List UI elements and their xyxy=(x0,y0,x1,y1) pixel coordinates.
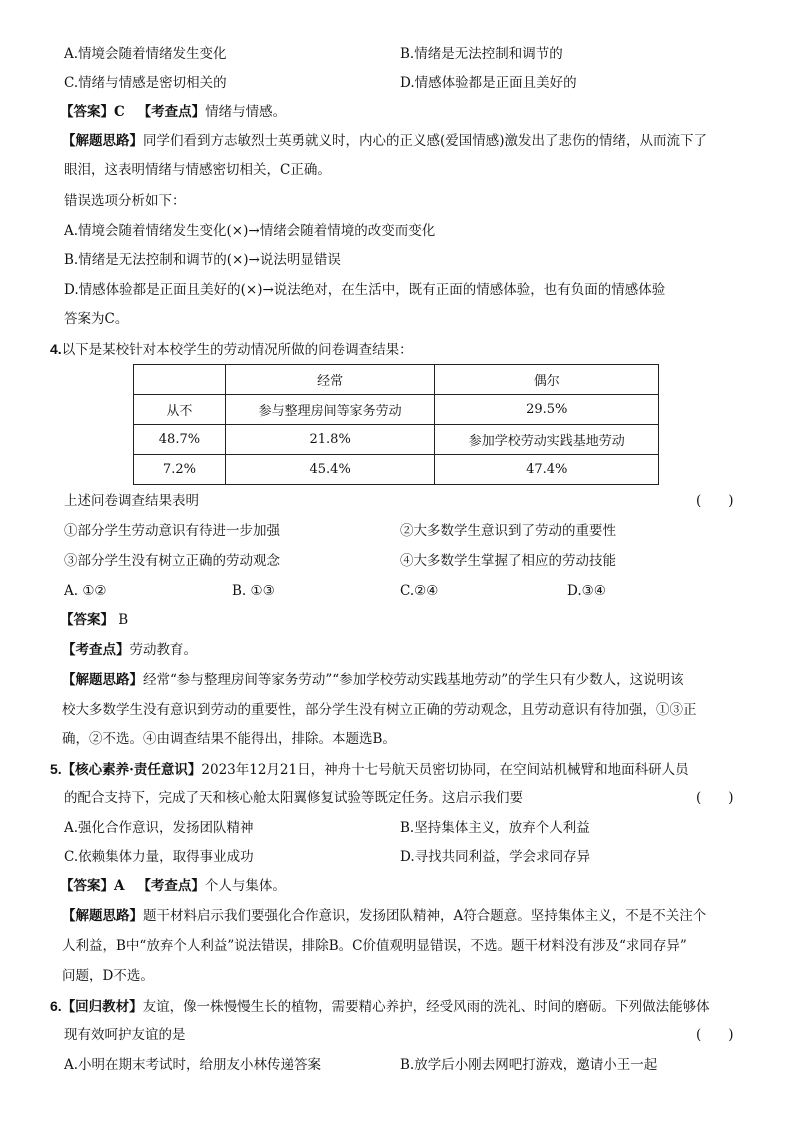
q3-analysis-line2: 眼泪，这表明情绪与情感密切相关，C正确。 xyxy=(64,162,331,178)
analysis-text: 经常“参与整理房间等家务劳动”“参加学校劳动实践基地劳动”的学生只有少数人，这说明该 xyxy=(143,672,684,688)
analysis-label: 【解题思路】 xyxy=(62,672,143,688)
analysis-label: 【解题思路】 xyxy=(62,908,143,924)
q6-stem-line2: 现有效呵护友谊的是 xyxy=(64,1027,186,1043)
q3-final: 答案为C。 xyxy=(64,311,129,327)
q3-error-title: 错误选项分析如下： xyxy=(64,193,186,209)
analysis-label: 【解题思路】 xyxy=(62,133,143,149)
question-number: 4. xyxy=(50,341,62,357)
q3-error-b: B.情绪是无法控制和调节的(×)→说法明显错误 xyxy=(64,252,341,268)
table-cell: 参与整理房间等家务劳动 xyxy=(225,395,435,425)
question-stem: 2023年12月21日，神舟十七号航天员密切协同，在空间站机械臂和地面科研人员 xyxy=(201,762,689,778)
answer-label: 【答案】 xyxy=(60,612,114,628)
q3-analysis-line1 xyxy=(62,131,707,151)
q3-option-d: D.情感体验都是正面且美好的 xyxy=(400,75,577,91)
table-cell: 参加学校劳动实践基地劳动 xyxy=(435,425,659,455)
table-row xyxy=(134,425,659,455)
q5-stem-line1 xyxy=(50,759,689,780)
q4-question: 上述问卷调查结果表明 xyxy=(64,493,199,509)
table-row xyxy=(134,365,659,395)
question-number: 6. xyxy=(50,998,62,1014)
q3-error-d: D.情感体验都是正面且美好的(×)→说法绝对，在生活中，既有正面的情感体验，也有负面的情感体验 xyxy=(64,282,666,298)
table-cell: 45.4% xyxy=(225,455,435,485)
q5-option-a: A.强化合作意识，发扬团队精神 xyxy=(64,820,254,836)
q4-statement-2: ②大多数学生意识到了劳动的重要性 xyxy=(400,523,616,539)
q4-option-d: D.③④ xyxy=(567,583,606,599)
answer-value: B xyxy=(118,612,129,628)
table-cell: 47.4% xyxy=(435,455,659,485)
q3-answer-line xyxy=(60,102,286,122)
answer-blank: ( ) xyxy=(696,493,734,509)
q4-option-c: C.②④ xyxy=(400,583,439,599)
survey-table xyxy=(133,364,659,485)
question-tag: 【回归教材】 xyxy=(61,999,143,1015)
point-value: 劳动教育。 xyxy=(129,642,197,658)
q5-stem-line2: 的配合支持下，完成了天和核心舱太阳翼修复试验等既定任务。这启示我们要 xyxy=(64,790,523,806)
table-cell: 29.5% xyxy=(435,395,659,425)
q3-option-c: C.情绪与情感是密切相关的 xyxy=(64,75,227,91)
answer-value: A xyxy=(114,878,125,894)
table-row xyxy=(134,455,659,485)
question-tag: 【核心素养·责任意识】 xyxy=(61,762,202,778)
q4-statement-3: ③部分学生没有树立正确的劳动观念 xyxy=(64,553,280,569)
q5-analysis-line2: 人利益，B中“放弃个人利益”说法错误，排除B。C价值观明显错误，不选。题干材料没有涉及“求同存异” xyxy=(62,938,687,954)
q5-analysis-line1 xyxy=(62,906,706,926)
q6-stem-line1 xyxy=(50,996,710,1017)
answer-value: C xyxy=(114,104,125,120)
q4-option-b: B. ①③ xyxy=(232,583,275,599)
q4-answer-line xyxy=(60,610,128,630)
q4-stem xyxy=(50,339,413,360)
analysis-text: 题干材料启示我们要强化合作意识，发扬团队精神，A符合题意。坚持集体主义，不是不关注个 xyxy=(143,908,707,924)
q4-option-a: A. ①② xyxy=(64,583,107,599)
q6-option-b: B.放学后小刚去网吧打游戏，邀请小王一起 xyxy=(400,1057,658,1073)
q5-option-c: C.依赖集体力量，取得事业成功 xyxy=(64,849,254,865)
q3-option-b: B.情绪是无法控制和调节的 xyxy=(400,46,563,62)
table-cell: 从不 xyxy=(134,395,226,425)
question-stem: 友谊，像一株慢慢生长的植物，需要精心养护，经受风雨的洗礼、时间的磨砺。下列做法能够体 xyxy=(142,999,710,1015)
analysis-text: 同学们看到方志敏烈士英勇就义时，内心的正义感(爱国情感)激发出了悲伤的情绪，从而流下了 xyxy=(143,133,708,149)
table-cell: 48.7% xyxy=(134,425,226,455)
question-number: 5. xyxy=(50,761,62,777)
question-stem: 以下是某校针对本校学生的劳动情况所做的问卷调查结果： xyxy=(61,342,413,358)
point-label: 【考查点】 xyxy=(137,878,205,894)
table-cell: 经常 xyxy=(225,365,435,395)
q6-option-a: A.小明在期末考试时，给朋友小林传递答案 xyxy=(64,1057,322,1073)
answer-label: 【答案】 xyxy=(60,878,114,894)
answer-blank: ( ) xyxy=(696,1027,734,1043)
q4-point-line xyxy=(62,640,197,660)
point-value: 情绪与情感。 xyxy=(205,104,287,120)
q5-option-d: D.寻找共同利益，学会求同存异 xyxy=(400,849,591,865)
q5-answer-line xyxy=(60,876,286,896)
point-label: 【考查点】 xyxy=(62,642,130,658)
q4-statement-4: ④大多数学生掌握了相应的劳动技能 xyxy=(400,553,616,569)
q4-analysis-line2: 校大多数学生没有意识到劳动的重要性，部分学生没有树立正确的劳动观念，且劳动意识有待加强，①③正 xyxy=(62,702,697,718)
q3-option-a: A.情境会随着情绪发生变化 xyxy=(64,46,227,62)
q4-analysis-line3: 确，②不选。④由调查结果不能得出，排除。本题选B。 xyxy=(62,731,396,747)
point-label: 【考查点】 xyxy=(137,104,206,120)
point-value: 个人与集体。 xyxy=(204,878,286,894)
answer-label: 【答案】 xyxy=(60,104,114,120)
q4-statement-1: ①部分学生劳动意识有待进一步加强 xyxy=(64,523,280,539)
table-cell: 7.2% xyxy=(134,455,226,485)
table-cell xyxy=(134,365,226,395)
q4-analysis-line1 xyxy=(62,670,684,690)
q3-error-a: A.情境会随着情绪发生变化(×)→情绪会随着情境的改变而变化 xyxy=(64,223,436,239)
table-cell: 21.8% xyxy=(225,425,435,455)
table-cell: 偶尔 xyxy=(435,365,659,395)
q5-analysis-line3: 问题，D不选。 xyxy=(62,968,154,984)
q5-option-b: B.坚持集体主义，放弃个人利益 xyxy=(400,820,590,836)
table-row xyxy=(134,395,659,425)
answer-blank: ( ) xyxy=(696,790,734,806)
